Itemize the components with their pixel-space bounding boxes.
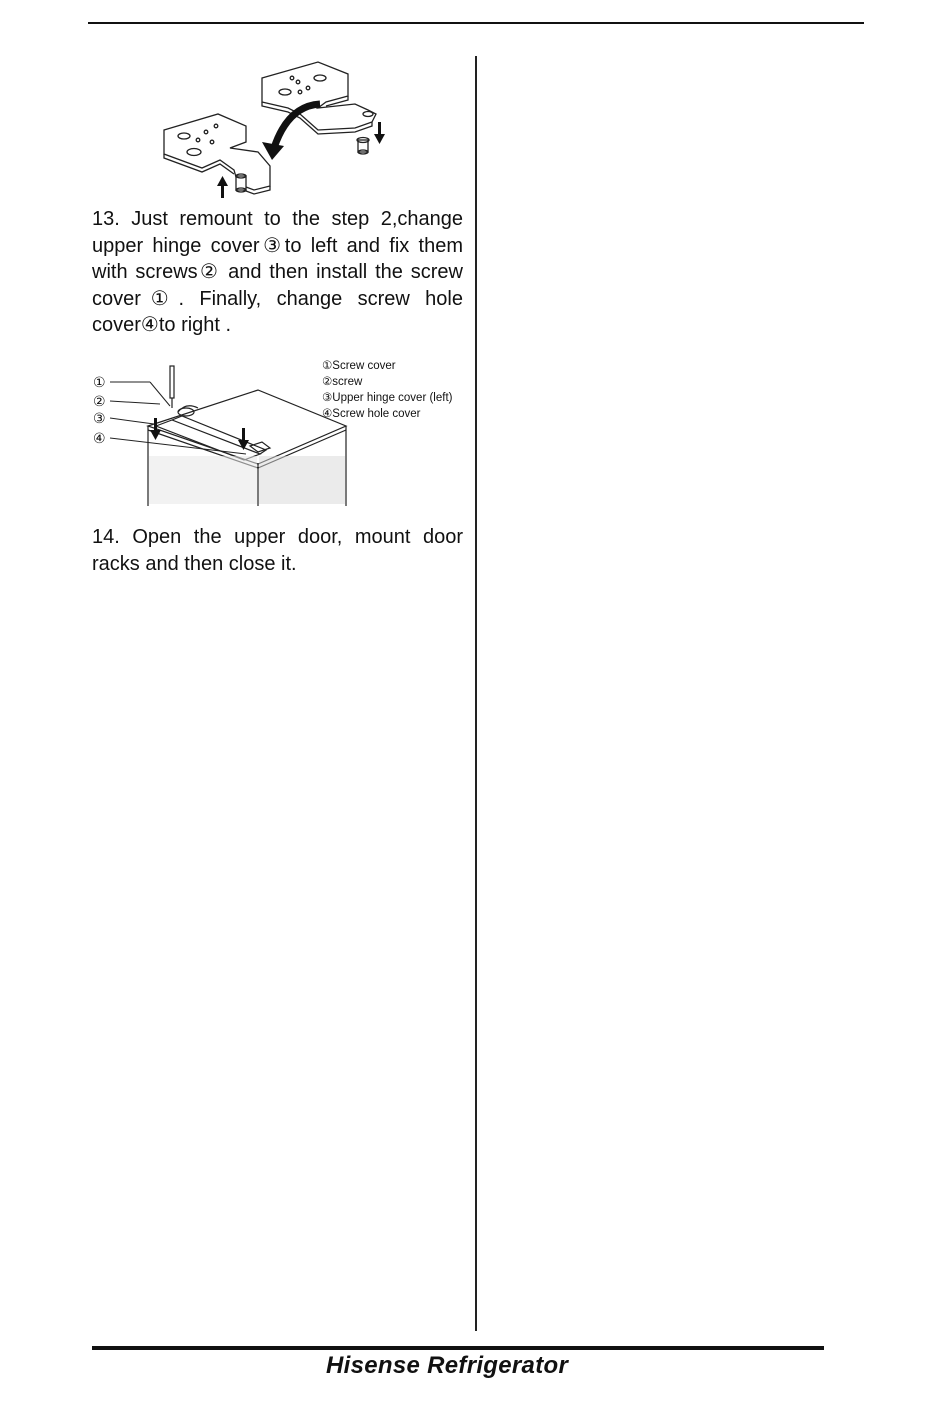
callout-2: ② — [93, 394, 106, 410]
figure-legend — [322, 358, 452, 422]
legend-item-screw-hole-cover: ④Screw hole cover — [322, 408, 421, 420]
legend-item-screw: ②screw — [322, 376, 363, 388]
callout-4: ④ — [93, 431, 106, 447]
step-13-text: 13. Just remount to the step 2,change upper hinge cover③to left and fix them with screws② and then install the screw cover①. Finally, change screw hole cover④to right . — [92, 208, 463, 336]
footer-rule — [92, 1346, 824, 1350]
callout-3: ③ — [93, 411, 106, 427]
callout-1: ① — [93, 375, 106, 391]
step-14-text: 14. Open the upper door, mount door racks and then close it. — [92, 526, 463, 575]
column-divider — [475, 56, 477, 1331]
footer-brand: Hisense Refrigerator — [326, 1352, 569, 1379]
legend-item-upper-hinge-cover: ③Upper hinge cover (left) — [322, 392, 453, 404]
legend-item-screw-cover: ①Screw cover — [322, 360, 396, 372]
hinge-swap-illustration — [150, 56, 400, 201]
header-rule — [88, 22, 864, 24]
